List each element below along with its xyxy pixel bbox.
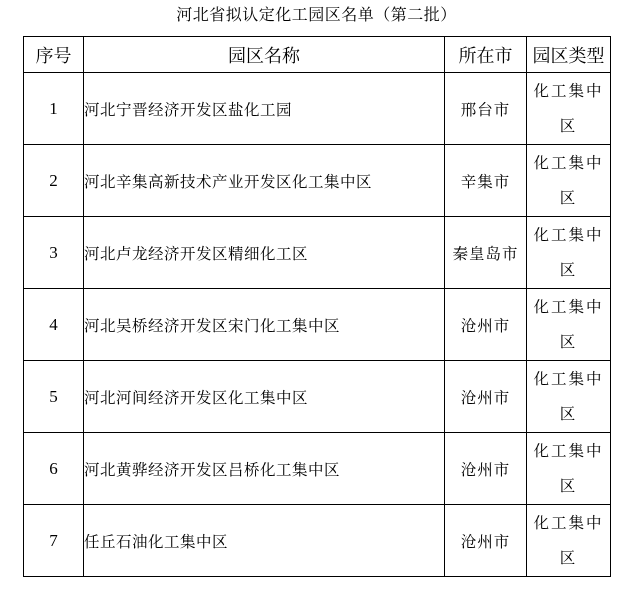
- table-row: [24, 505, 611, 577]
- row-city: 沧州市: [445, 433, 527, 505]
- row-park-name: 任丘石油化工集中区: [84, 505, 445, 577]
- row-number: 6: [24, 433, 84, 505]
- row-park-name: 河北河间经济开发区化工集中区: [84, 361, 445, 433]
- header-city: 所在市: [445, 37, 527, 73]
- row-city: 沧州市: [445, 505, 527, 577]
- row-park-type: 化工集中区: [527, 433, 611, 505]
- row-park-type: 化工集中区: [527, 505, 611, 577]
- row-park-type: 化工集中区: [527, 145, 611, 217]
- table-row: [24, 433, 611, 505]
- row-city: 秦皇岛市: [445, 217, 527, 289]
- row-city: 沧州市: [445, 361, 527, 433]
- row-park-type: 化工集中区: [527, 217, 611, 289]
- table-row: [24, 361, 611, 433]
- document-title: 河北省拟认定化工园区名单（第二批）: [176, 5, 457, 24]
- row-park-type: 化工集中区: [527, 73, 611, 145]
- row-park-name: 河北辛集高新技术产业开发区化工集中区: [84, 145, 445, 217]
- row-number: 7: [24, 505, 84, 577]
- table-row: [24, 289, 611, 361]
- row-number: 5: [24, 361, 84, 433]
- row-park-type: 化工集中区: [527, 289, 611, 361]
- row-park-name: 河北卢龙经济开发区精细化工区: [84, 217, 445, 289]
- table-header-row: [24, 37, 611, 73]
- row-number: 4: [24, 289, 84, 361]
- header-park-type: 园区类型: [527, 37, 611, 73]
- row-number: 1: [24, 73, 84, 145]
- row-park-name: 河北黄骅经济开发区吕桥化工集中区: [84, 433, 445, 505]
- header-park-name: 园区名称: [84, 37, 445, 73]
- row-city: 沧州市: [445, 289, 527, 361]
- row-park-type: 化工集中区: [527, 361, 611, 433]
- row-number: 3: [24, 217, 84, 289]
- row-city: 辛集市: [445, 145, 527, 217]
- table-row: [24, 73, 611, 145]
- park-list-table: [23, 36, 611, 577]
- row-city: 邢台市: [445, 73, 527, 145]
- table-row: [24, 217, 611, 289]
- table-row: [24, 145, 611, 217]
- row-number: 2: [24, 145, 84, 217]
- row-park-name: 河北宁晋经济开发区盐化工园: [84, 73, 445, 145]
- header-number: 序号: [24, 37, 84, 73]
- row-park-name: 河北吴桥经济开发区宋门化工集中区: [84, 289, 445, 361]
